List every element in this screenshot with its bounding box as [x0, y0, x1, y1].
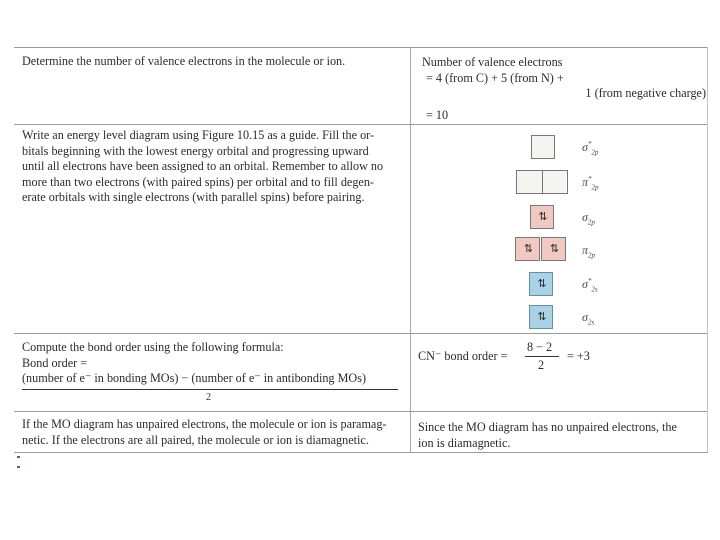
orbital-box-pi-star-2p [516, 170, 568, 194]
cn-bond-order-fraction-bar [525, 356, 559, 357]
cn-bond-order-denominator: 2 [538, 358, 545, 372]
magnetism-instruction: If the MO diagram has unpaired electrons, the molecule or ion is paramag- netic. If the electrons are all paired, the molecule or ion is diamagnetic. [22, 417, 387, 447]
orbital-label-pi-star-2p: $\pi^*_{2p}$ [582, 175, 599, 192]
row-divider-2 [14, 333, 708, 334]
valence-calculation: Number of valence electrons = 4 (from C) + 5 (from N) + 1 (from negative charge) = 10 [422, 55, 706, 122]
table-right-border [707, 47, 708, 452]
row-divider-1 [14, 124, 708, 125]
bond-order-formula-denominator: 2 [206, 392, 211, 403]
column-divider [410, 47, 411, 452]
orbital-label-sigma-2p: $\sigma_{2p}$ [582, 210, 595, 227]
cn-bond-order-result: = +3 [567, 349, 590, 363]
orbital-label-sigma-star-2p: $\sigma^*_{2p}$ [582, 140, 599, 157]
orbital-box-pi-2p-b: ⇅ [541, 237, 566, 261]
bond-order-formula-fraction-bar [22, 389, 398, 390]
orbital-box-sigma-star-2p [531, 135, 555, 159]
magnetism-conclusion: Since the MO diagram has no unpaired electrons, the ion is diamagnetic. [418, 420, 677, 450]
valence-instruction: Determine the number of valence electrons in the molecule or ion. [22, 54, 346, 68]
orbital-label-pi-2p: $\pi_{2p}$ [582, 243, 596, 260]
orbital-box-pi-2p-a: ⇅ [515, 237, 540, 261]
orbital-box-sigma-2s: ⇅ [529, 305, 553, 329]
energy-diagram-instruction: Write an energy level diagram using Figure 10.15 as a guide. Fill the or- bitals beginning with the lowest energy orbital and progressing upward until all electrons have been assigned to an orbital. Remember to allow no more than two electrons (with paired spins) per orbital and to fill degen- erate orbitals with single electrons (with parallel spins) before pairing. [22, 128, 384, 205]
orbital-box-sigma-2p: ⇅ [530, 205, 554, 229]
table-top-border [14, 47, 708, 48]
orbital-label-sigma-star-2s: $\sigma^*_{2s}$ [582, 277, 598, 294]
table-bottom-border [14, 452, 708, 453]
decorative-mark [17, 466, 20, 468]
orbital-box-sigma-star-2s: ⇅ [529, 272, 553, 296]
bond-order-instruction: Compute the bond order using the following formula: Bond order = (number of e⁻ in bonding MOs) − (number of e⁻ in antibonding MOs) [22, 340, 367, 386]
decorative-mark [17, 456, 20, 458]
row-divider-3 [14, 411, 708, 412]
cn-bond-order-numerator: 8 − 2 [527, 340, 553, 354]
orbital-label-sigma-2s: $\sigma_{2s}$ [582, 310, 595, 327]
cn-bond-order-label: CN⁻ bond order = [418, 349, 508, 363]
